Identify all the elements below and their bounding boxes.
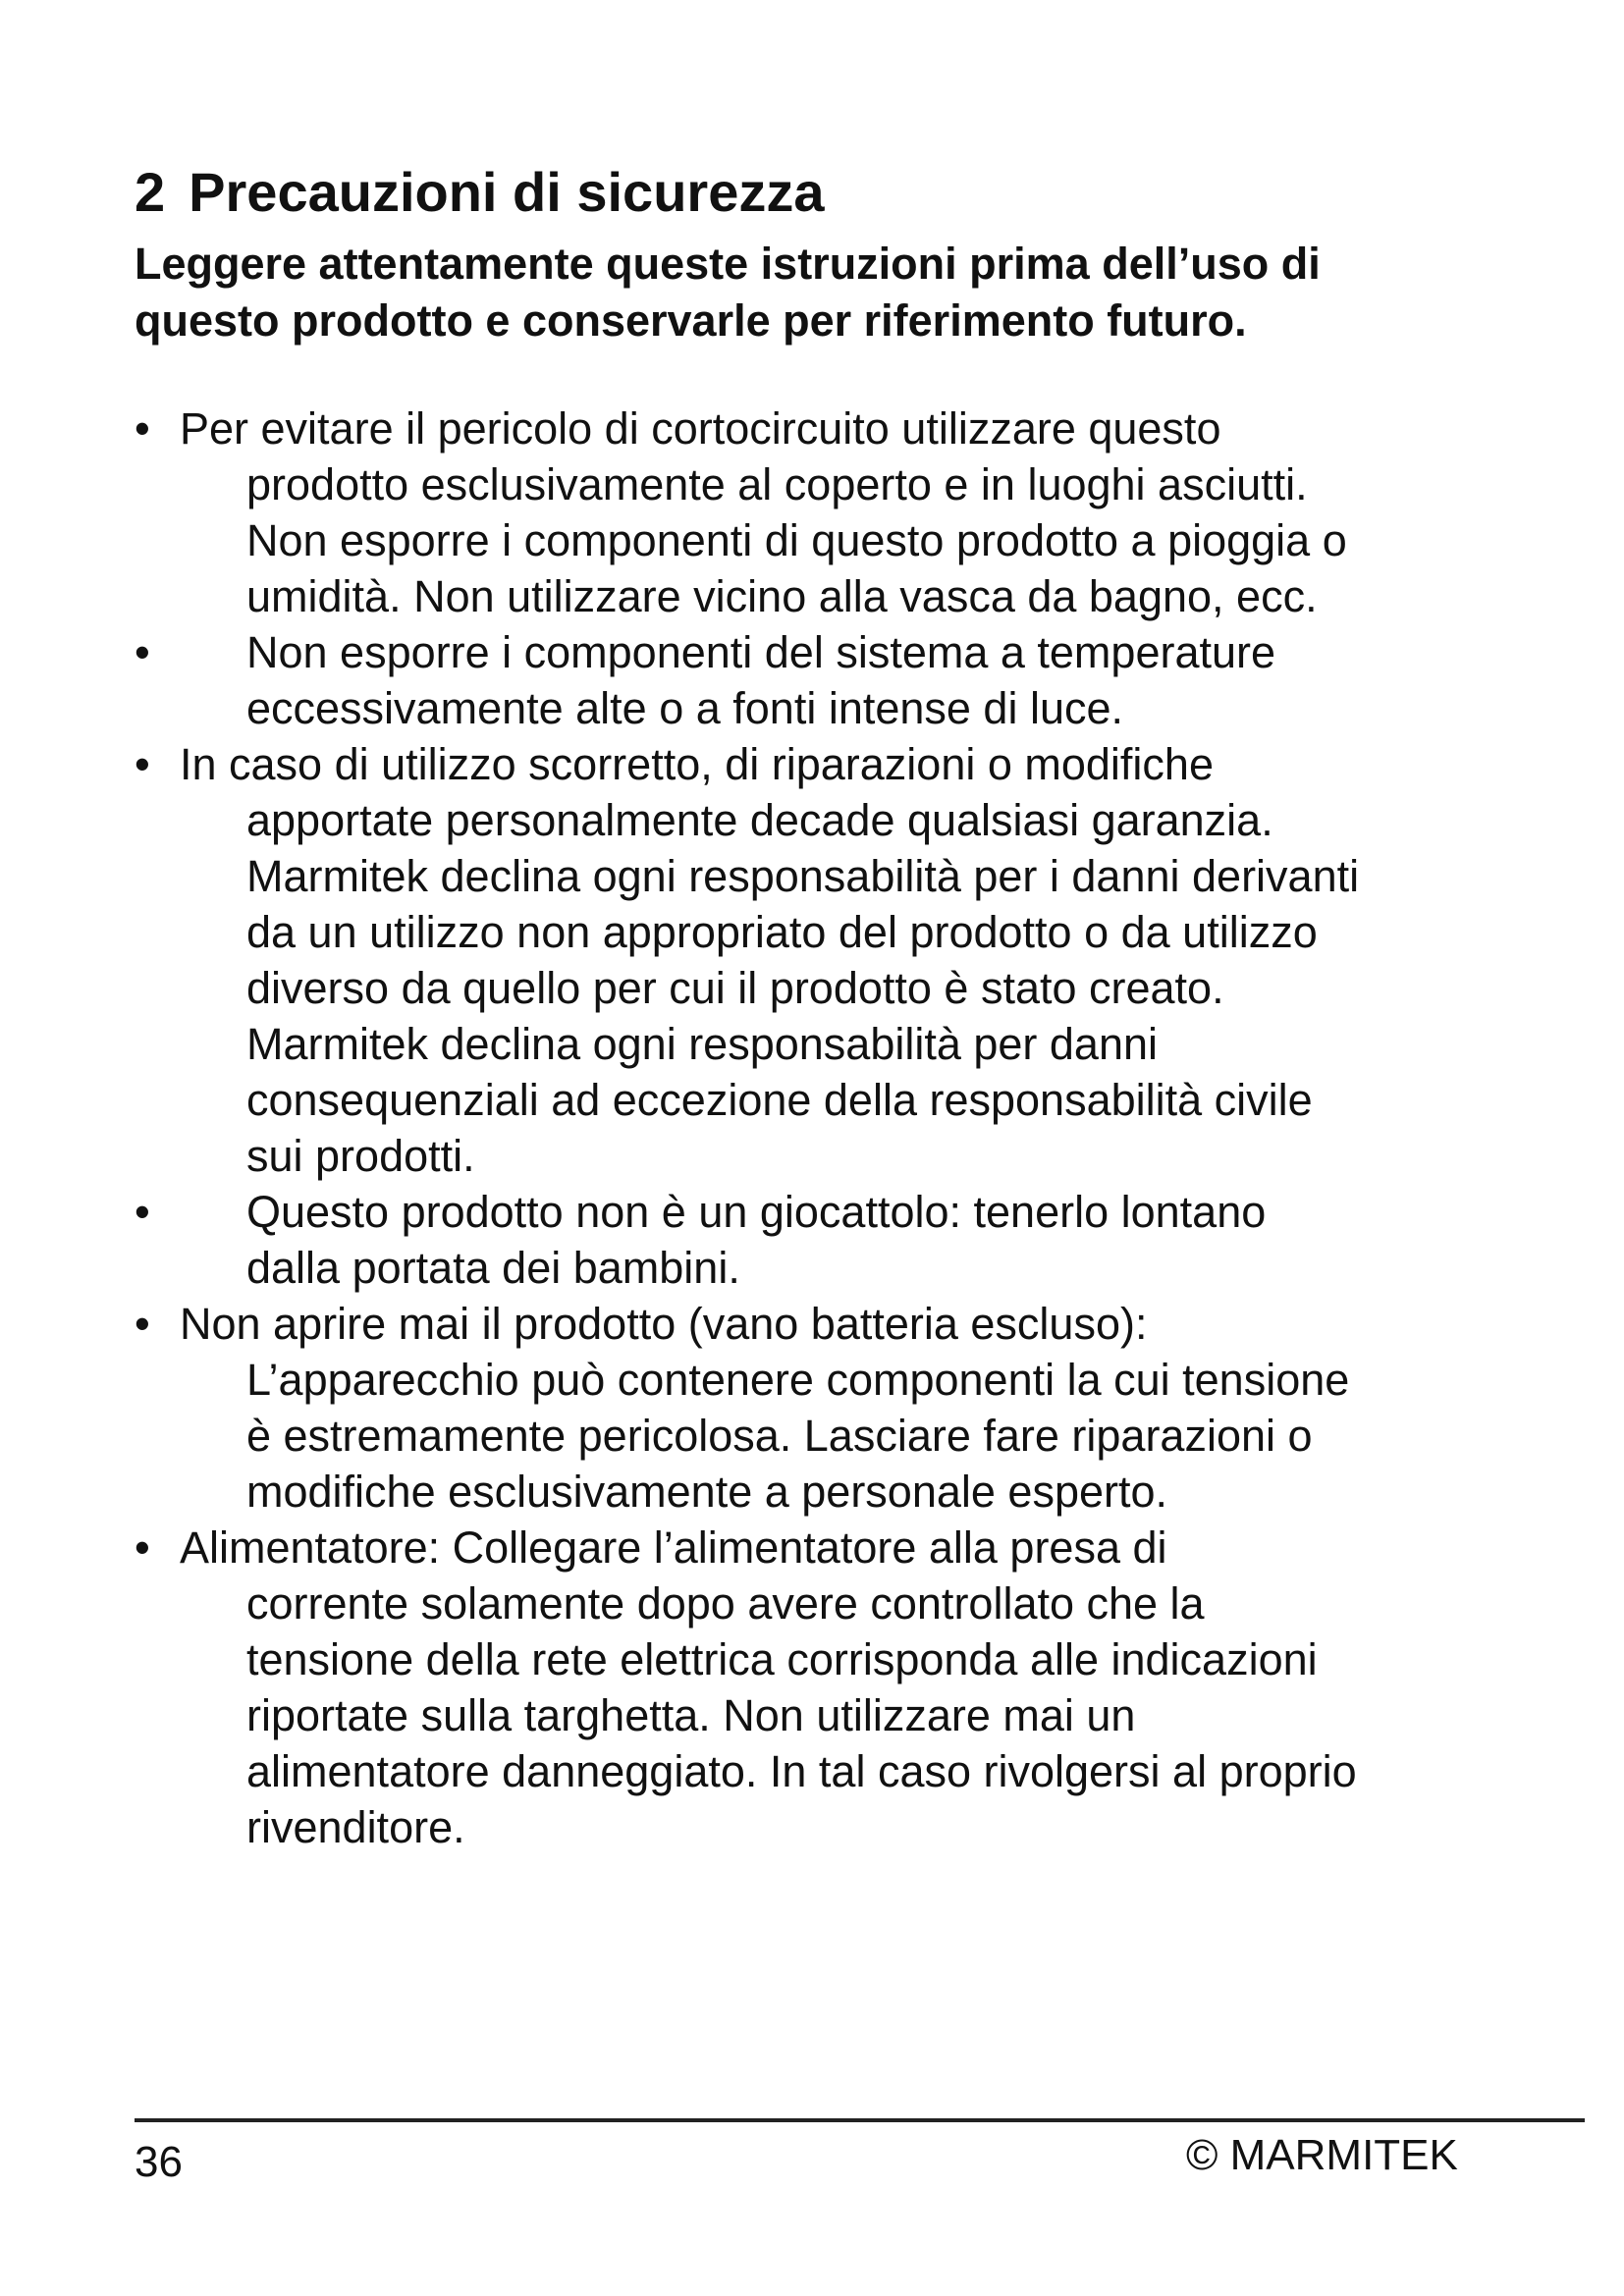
list-item-line: In caso di utilizzo scorretto, di riparazioni o modifiche <box>180 739 1214 789</box>
list-item <box>135 1184 1539 1296</box>
list-item <box>135 400 1539 624</box>
list-item-line: riportate sulla targhetta. Non utilizzare mai un <box>246 1690 1136 1740</box>
list-item-line: Per evitare il pericolo di cortocircuito utilizzare questo <box>180 403 1221 454</box>
list-item-line: rivenditore. <box>246 1802 465 1852</box>
list-item-line: Questo prodotto non è un giocattolo: tenerlo lontano <box>246 1187 1267 1237</box>
list-item-line: Non esporre i componenti del sistema a temperature <box>246 627 1276 677</box>
list-item <box>135 736 1539 1184</box>
bullet-marker: • <box>135 739 150 789</box>
list-item-line: diverso da quello per cui il prodotto è stato creato. <box>246 963 1224 1013</box>
bullet-marker: • <box>135 1187 150 1237</box>
list-item-line: umidità. Non utilizzare vicino alla vasca da bagno, ecc. <box>246 571 1318 621</box>
section-title: Precauzioni di sicurezza <box>189 161 825 223</box>
list-item-line: dalla portata dei bambini. <box>246 1243 740 1293</box>
list-item-line: Non esporre i componenti di questo prodotto a pioggia o <box>246 515 1347 565</box>
list-item-line: prodotto esclusivamente al coperto e in luoghi asciutti. <box>246 459 1308 509</box>
list-item-line: modifiche esclusivamente a personale esperto. <box>246 1467 1168 1517</box>
list-item-line: Alimentatore: Collegare l’alimentatore alla presa di <box>180 1522 1167 1573</box>
intro-paragraph <box>135 236 1529 349</box>
list-item-line: alimentatore danneggiato. In tal caso rivolgersi al proprio <box>246 1746 1357 1796</box>
intro-line: Leggere attentamente queste istruzioni prima dell’uso di <box>135 239 1321 289</box>
list-item-line: è estremamente pericolosa. Lasciare fare riparazioni o <box>246 1411 1313 1461</box>
list-item <box>135 624 1539 736</box>
list-item-line: corrente solamente dopo avere controllato che la <box>246 1578 1205 1629</box>
footer-divider <box>135 2118 1585 2122</box>
list-item <box>135 1520 1539 1855</box>
list-item-line: eccessivamente alte o a fonti intense di luce. <box>246 683 1124 733</box>
list-item-line: Marmitek declina ogni responsabilità per i danni derivanti <box>246 851 1360 901</box>
list-item-line: sui prodotti. <box>246 1131 475 1181</box>
section-number: 2 <box>135 161 166 223</box>
bullet-marker: • <box>135 1522 150 1573</box>
safety-list <box>135 400 1539 1855</box>
intro-line: questo prodotto e conservarle per riferimento futuro. <box>135 295 1247 346</box>
copyright-notice: © MARMITEK <box>1186 2131 1458 2179</box>
list-item-line: Non aprire mai il prodotto (vano batteria escluso): <box>180 1299 1148 1349</box>
page-number: 36 <box>135 2138 183 2186</box>
list-item-line: apportate personalmente decade qualsiasi garanzia. <box>246 795 1273 845</box>
list-item-line: L’apparecchio può contenere componenti la cui tensione <box>246 1355 1350 1405</box>
list-item-line: consequenziali ad eccezione della responsabilità civile <box>246 1075 1313 1125</box>
section-heading <box>135 157 825 228</box>
bullet-marker: • <box>135 1299 150 1349</box>
bullet-marker: • <box>135 627 150 677</box>
list-item-line: da un utilizzo non appropriato del prodotto o da utilizzo <box>246 907 1318 957</box>
bullet-marker: • <box>135 403 150 454</box>
list-item <box>135 1296 1539 1520</box>
list-item-line: Marmitek declina ogni responsabilità per danni <box>246 1019 1159 1069</box>
list-item-line: tensione della rete elettrica corrisponda alle indicazioni <box>246 1634 1318 1684</box>
